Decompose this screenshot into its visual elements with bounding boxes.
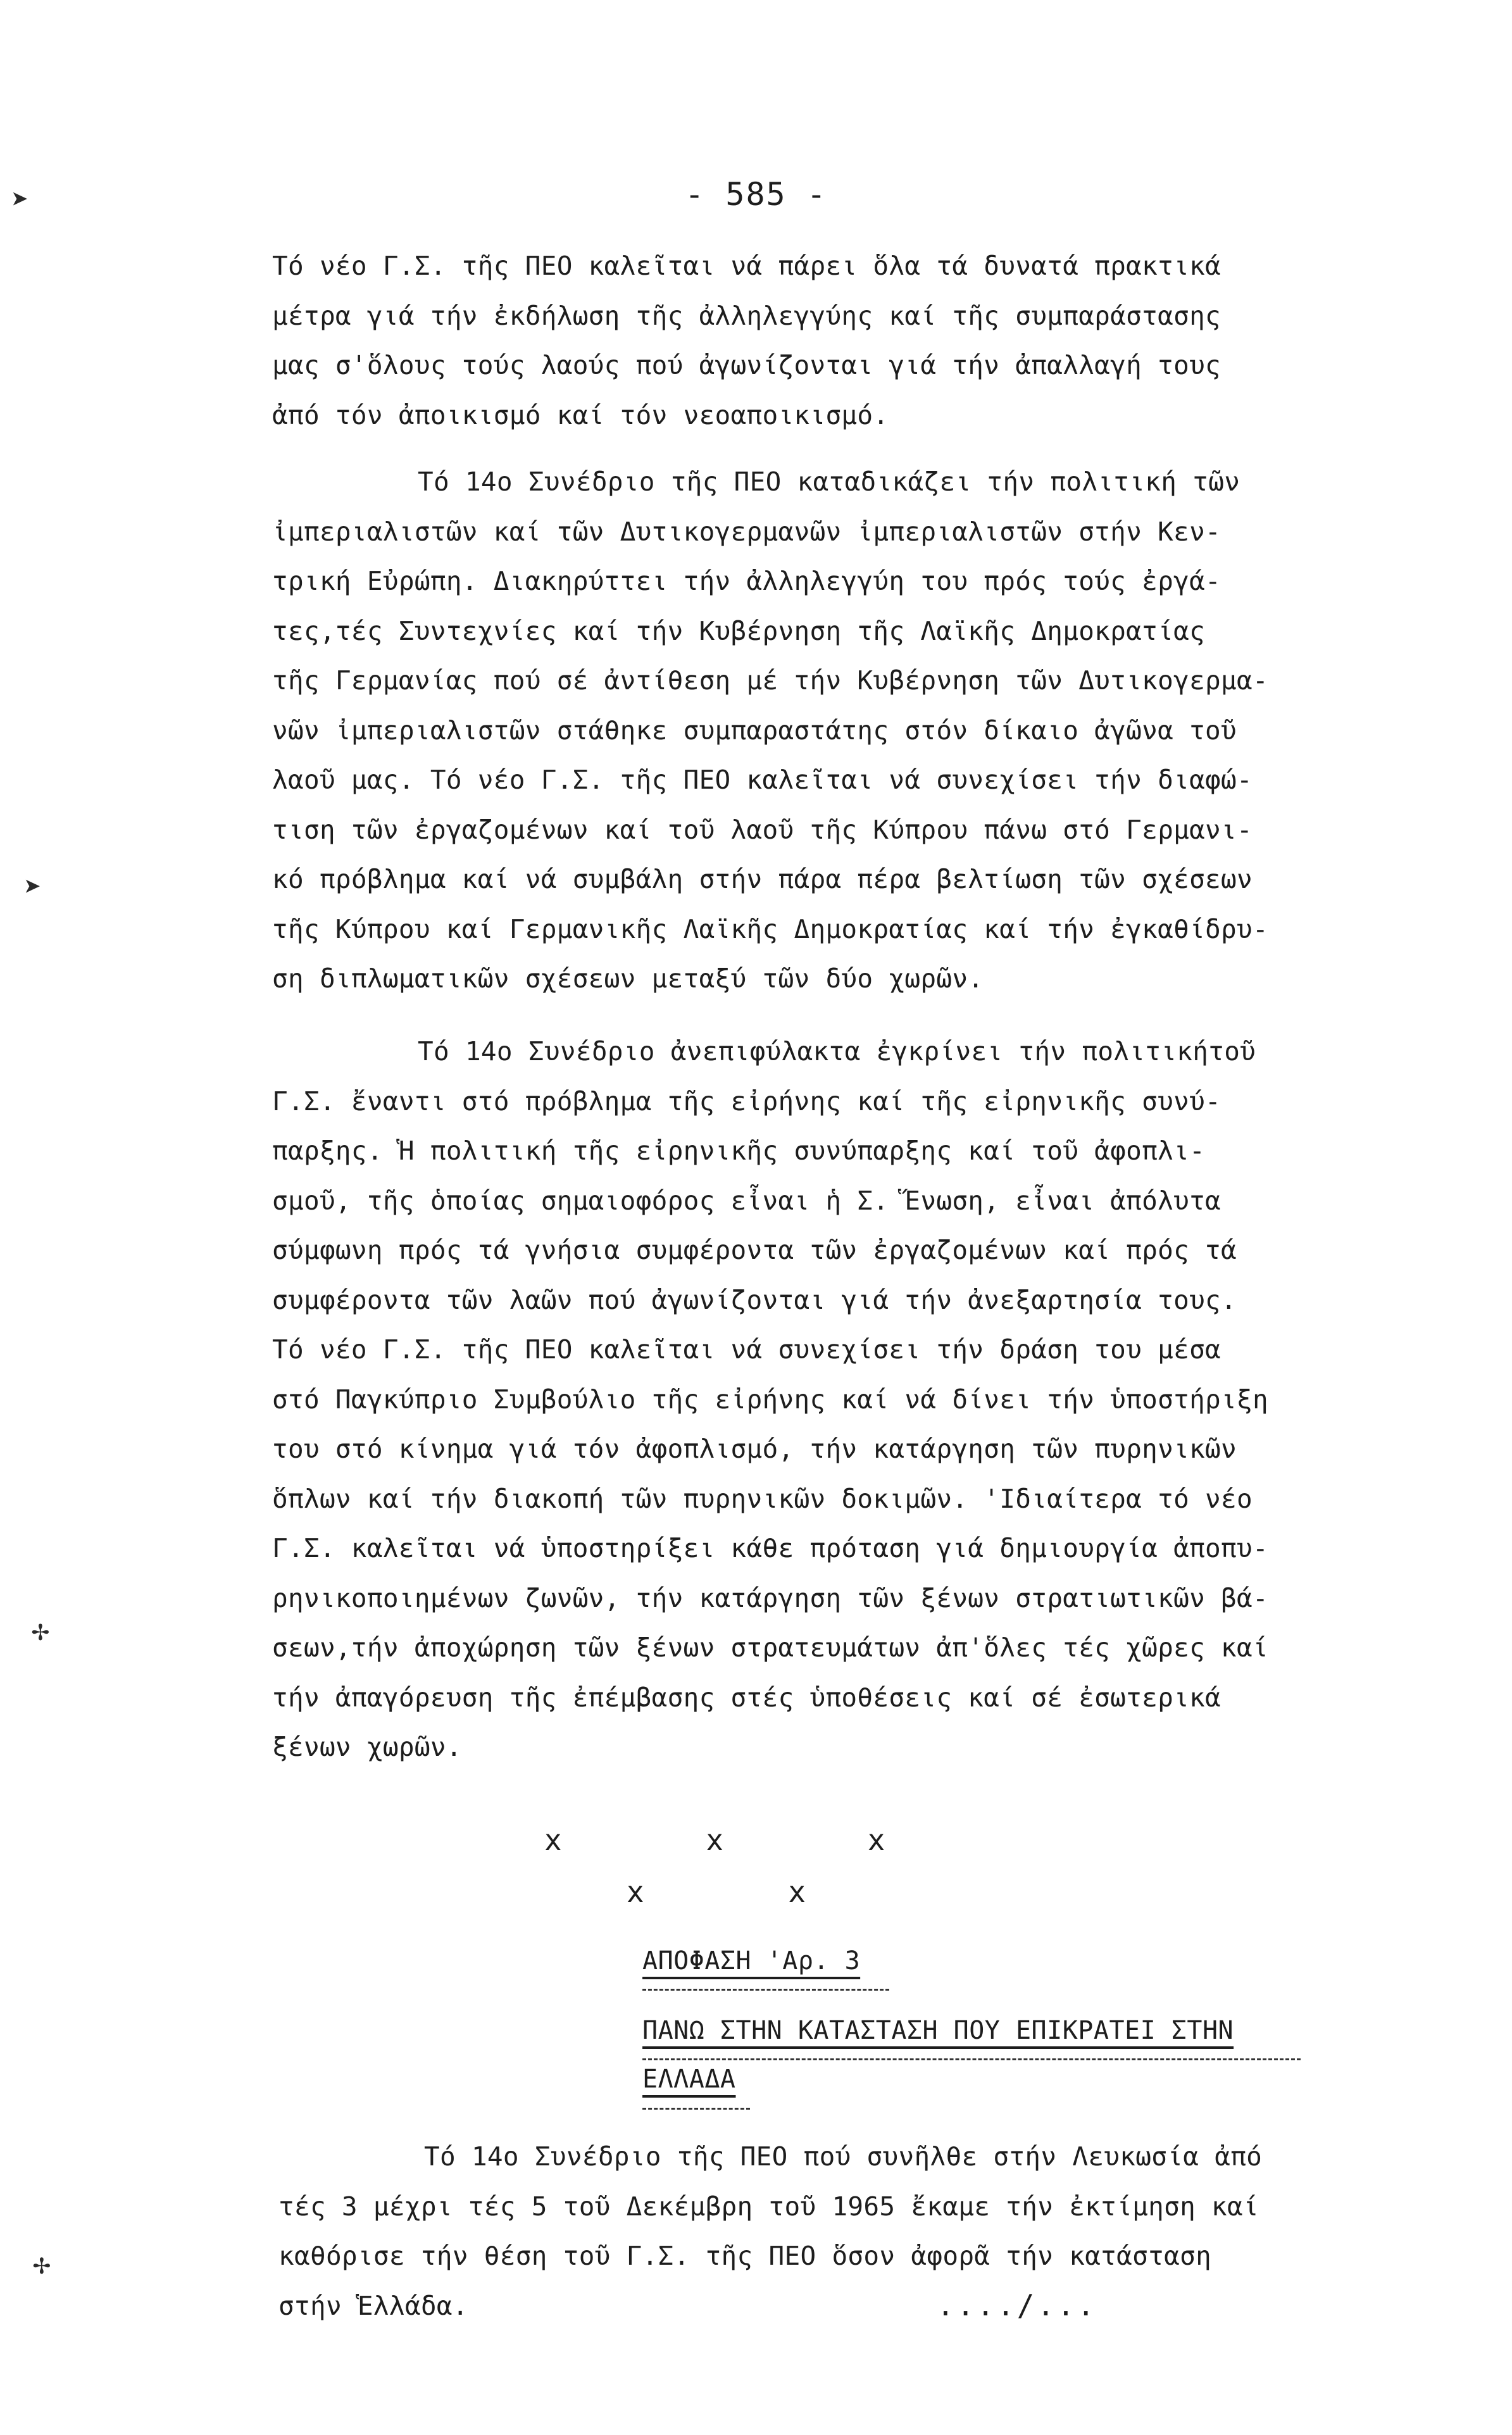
text-line: κό πρόβλημα καί νά συμβάλη στήν πάρα πέρα βελτίωση τῶν σχέσεων bbox=[272, 864, 1253, 894]
text-line: Τό 14ο Συνέδριο ἀνεπιφύλακτα ἐγκρίνει τήν πολιτικήτοῦ bbox=[418, 1036, 1256, 1067]
paragraph-solidarity bbox=[272, 241, 1361, 440]
paragraph-germany bbox=[272, 457, 1361, 1004]
text-line: ξένων χωρῶν. bbox=[272, 1732, 462, 1762]
subject-dashed-rule bbox=[642, 2058, 1301, 2060]
text-line: νῶν ἰμπεριαλιστῶν στάθηκε συμπαραστάτης στόν δίκαιο ἀγῶνα τοῦ bbox=[272, 715, 1237, 746]
text-line: του στό κίνημα γιά τόν ἀφοπλισμό, τήν κατάργηση τῶν πυρηνικῶν bbox=[272, 1434, 1237, 1464]
text-line: τήν ἀπαγόρευση τῆς ἐπέμβασης στές ὑποθέσεις καί σέ ἐσωτερικά bbox=[272, 1682, 1221, 1713]
paragraph-greece bbox=[278, 2132, 1367, 2331]
text-line: τες,τές Συντεχνίες καί τήν Κυβέρνηση τῆς Λαϊκῆς Δημοκρατίας bbox=[272, 615, 1206, 646]
section-separator-row: x x x bbox=[544, 1823, 885, 1857]
text-line: ση διπλωματικῶν σχέσεων μεταξύ τῶν δύο χωρῶν. bbox=[272, 963, 984, 994]
text-line: Τό 14ο Συνέδριο τῆς ΠΕΟ καταδικάζει τήν πολιτική τῶν bbox=[418, 466, 1240, 497]
text-line: τές 3 μέχρι τές 5 τοῦ Δεκέμβρη τοῦ 1965 ἔκαμε τήν ἐκτίμηση καί bbox=[278, 2191, 1259, 2222]
text-line: ὅπλων καί τήν διακοπή τῶν πυρηνικῶν δοκιμῶν. 'Ιδιαίτερα τό νέο bbox=[272, 1483, 1253, 1514]
paragraph-peace bbox=[272, 1027, 1361, 1772]
text-line: σεων,τήν ἀποχώρηση τῶν ξένων στρατευμάτων ἀπ'ὅλες τές χῶρες καί bbox=[272, 1632, 1268, 1663]
decision-subject-line: ΠΑΝΩ ΣΤΗΝ ΚΑΤΑΣΤΑΣΗ ΠΟΥ ΕΠΙΚΡΑΤΕΙ ΣΤΗΝ bbox=[642, 2016, 1234, 2045]
text-line: Γ.Σ. ἔναντι στό πρόβλημα τῆς εἰρήνης καί τῆς εἰρηνικῆς συνύ- bbox=[272, 1086, 1221, 1117]
text-line: τῆς Κύπρου καί Γερμανικῆς Λαϊκῆς Δημοκρατίας καί τήν ἐγκαθίδρυ- bbox=[272, 913, 1268, 944]
text-line: σμοῦ, τῆς ὁποίας σημαιοφόρος εἶναι ἡ Σ. Ἕνωση, εἶναι ἀπόλυτα bbox=[272, 1185, 1221, 1216]
text-line: παρξης. Ἡ πολιτική τῆς εἰρηνικῆς συνύπαρξης καί τοῦ ἀφοπλι- bbox=[272, 1136, 1206, 1166]
decision-subject-line: ΕΛΛΑΔΑ bbox=[642, 2065, 736, 2094]
heading-dashed-rule bbox=[642, 1989, 889, 1991]
text-line: σύμφωνη πρός τά γνήσια συμφέροντα τῶν ἐργαζομένων καί πρός τά bbox=[272, 1235, 1237, 1265]
text-line: μέτρα γιά τήν ἐκδήλωση τῆς ἀλληλεγγύης καί τῆς συμπαράστασης bbox=[272, 300, 1221, 331]
text-line: καθόρισε τήν θέση τοῦ Γ.Σ. τῆς ΠΕΟ ὅσον ἀφορᾶ τήν κατάσταση bbox=[278, 2241, 1212, 2271]
text-line: στό Παγκύπριο Συμβούλιο τῆς εἰρήνης καί νά δίνει τήν ὑποστήριξη bbox=[272, 1384, 1268, 1415]
text-line: ἀπό τόν ἀποικισμό καί τόν νεοαποικισμό. bbox=[272, 399, 889, 430]
text-line: συμφέροντα τῶν λαῶν πού ἀγωνίζονται γιά τήν ἀνεξαρτησία τους. bbox=[272, 1284, 1237, 1315]
text-line: μας σ'ὅλους τούς λαούς πού ἀγωνίζονται γιά τήν ἀπαλλαγή τους bbox=[272, 350, 1221, 380]
text-line: Τό νέο Γ.Σ. τῆς ΠΕΟ καλεῖται νά συνεχίσει τήν δράση του μέσα bbox=[272, 1334, 1221, 1365]
margin-arrow-mark: ➤ bbox=[24, 870, 42, 904]
margin-arrow-mark: ➤ bbox=[11, 182, 29, 216]
text-line: ρηνικοποιημένων ζωνῶν, τήν κατάργηση τῶν ξένων στρατιωτικῶν βά- bbox=[272, 1582, 1268, 1613]
margin-cross-mark: ✢ bbox=[33, 2246, 51, 2281]
text-line: Τό 14ο Συνέδριο τῆς ΠΕΟ πού συνῆλθε στήν Λευκωσία ἀπό bbox=[424, 2141, 1263, 2172]
text-line: Τό νέο Γ.Σ. τῆς ΠΕΟ καλεῖται νά πάρει ὅλα τά δυνατά πρακτικά bbox=[272, 251, 1221, 281]
section-separator-row: x x bbox=[627, 1875, 806, 1909]
decision-heading: ΑΠΟΦΑΣΗ 'Αρ. 3 bbox=[642, 1946, 861, 1975]
continuation-marker: ..../... bbox=[937, 2288, 1097, 2322]
text-line: Γ.Σ. καλεῖται νά ὑποστηρίξει κάθε πρόταση γιά δημιουργία ἀποπυ- bbox=[272, 1533, 1268, 1563]
text-line: τῆς Γερμανίας πού σέ ἀντίθεση μέ τήν Κυβέρνηση τῶν Δυτικογερμα- bbox=[272, 665, 1268, 696]
text-line: ἰμπεριαλιστῶν καί τῶν Δυτικογερμανῶν ἰμπεριαλιστῶν στήν Κεν- bbox=[272, 516, 1221, 547]
margin-cross-mark: ✢ bbox=[32, 1613, 49, 1647]
text-line: λαοῦ μας. Τό νέο Γ.Σ. τῆς ΠΕΟ καλεῖται νά συνεχίσει τήν διαφώ- bbox=[272, 765, 1253, 795]
text-line: στήν Ἑλλάδα. bbox=[278, 2290, 468, 2321]
text-line: τρική Εὐρώπη. Διακηρύττει τήν ἀλληλεγγύη του πρός τούς ἐργά- bbox=[272, 566, 1221, 596]
page-number: - 585 - bbox=[685, 176, 827, 213]
text-line: τιση τῶν ἐργαζομένων καί τοῦ λαοῦ τῆς Κύπρου πάνω στό Γερμανι- bbox=[272, 814, 1253, 845]
subject-dashed-rule bbox=[642, 2108, 750, 2110]
